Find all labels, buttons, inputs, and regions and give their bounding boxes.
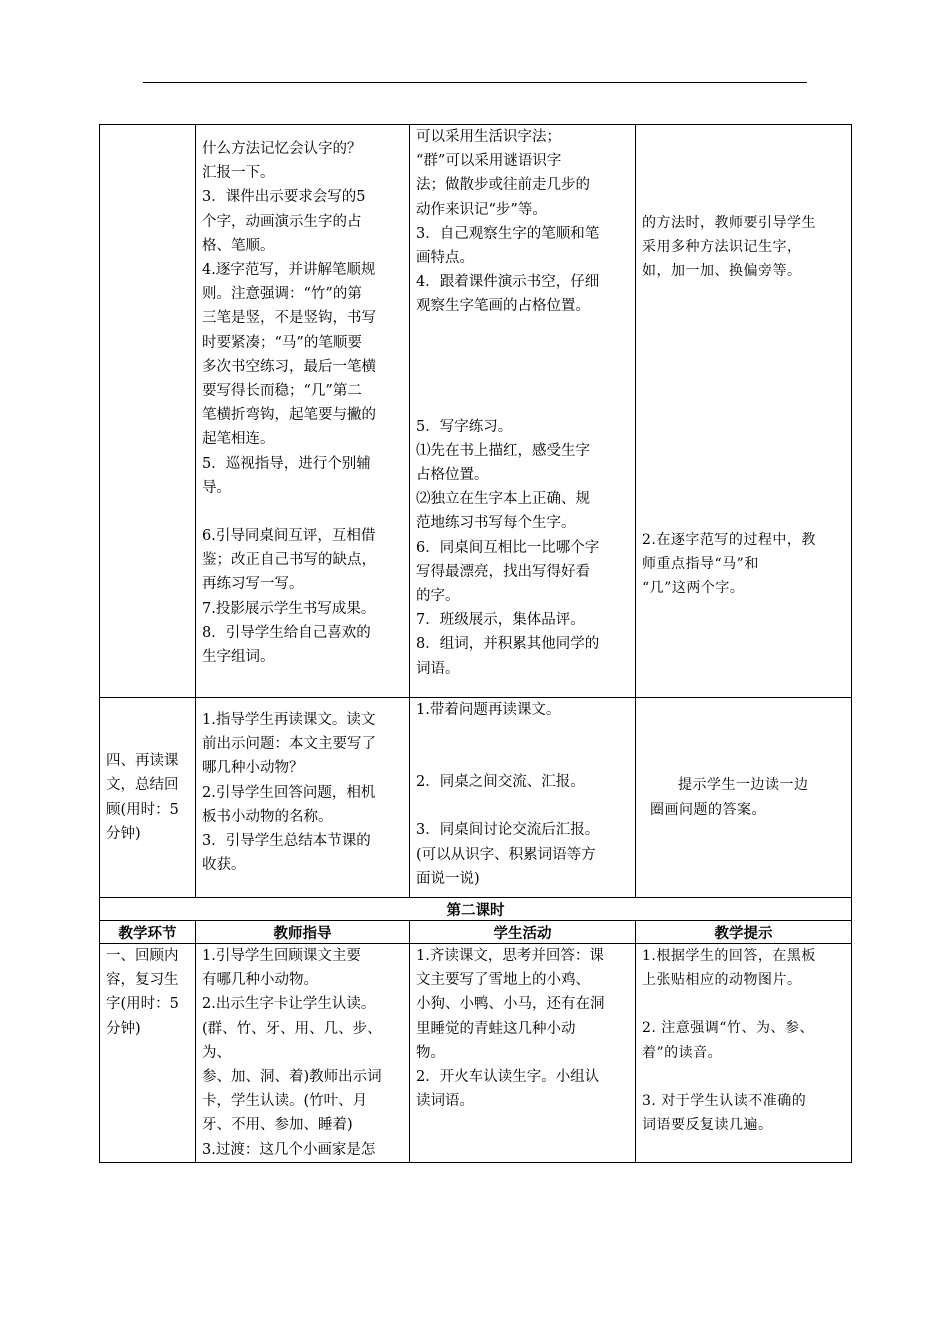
- text-line: 物。: [416, 1044, 445, 1061]
- text-line: (可以从识字、积累词语等方: [416, 846, 596, 863]
- text-line: 时要紧凑；“马”的笔顺要: [202, 334, 362, 351]
- text-line: 词语。: [416, 660, 460, 677]
- text-line: 分钟): [106, 1020, 141, 1037]
- text-line: 动作来识记“步”等。: [416, 201, 547, 218]
- text-line: 2．同桌之间交流、汇报。: [416, 774, 585, 791]
- header-stage: 教学环节: [100, 921, 196, 944]
- text-line: 1.带着问题再读课文。: [416, 702, 561, 718]
- text-line: 小狗、小鸭、小马，还有在洞: [416, 996, 605, 1013]
- teacher-guidance-cell: [196, 698, 410, 898]
- text-line: 则。注意强调：“竹”的第: [202, 286, 362, 303]
- header-student: 学生活动: [410, 921, 636, 944]
- text-line: 牙、不用、参加、睡着): [202, 1117, 353, 1134]
- text-line: 3．课件出示要求会写的5: [202, 189, 366, 206]
- text-line: 收获。: [202, 857, 246, 874]
- text-line: 占格位置。: [416, 467, 489, 484]
- text-line: 2. 注意强调“竹、为、参、: [642, 1020, 814, 1037]
- header-rule: [143, 82, 807, 83]
- teaching-tip-cell: [636, 125, 852, 698]
- text-line: 4．跟着课件演示书空，仔细: [416, 274, 600, 291]
- text-line: 提示学生一边读一边: [678, 777, 809, 794]
- text-line: 板书小动物的名称。: [202, 808, 333, 825]
- text-line: 2．开火车认读生字。小组认: [416, 1069, 600, 1086]
- text-line: 什么方法记忆会认字的？: [202, 141, 362, 157]
- text-line: 3．自己观察生字的笔顺和笔: [416, 225, 600, 242]
- text-line: 1.引导学生回顾课文主要: [202, 948, 361, 964]
- text-line: 师重点指导“马”和: [642, 555, 759, 572]
- text-line: 3．引导学生总结本节课的: [202, 833, 371, 850]
- text-line: 着”的读音。: [642, 1044, 723, 1061]
- teaching-tip-cell: [636, 698, 852, 898]
- text-line: 文主要写了雪地上的小鸡、: [416, 972, 590, 989]
- text-line: 5．写字练习。: [416, 418, 513, 435]
- row-writing-practice: [100, 125, 852, 698]
- text-line: 文，总结回: [106, 777, 179, 794]
- text-line: 6．同桌间互相比一比哪个字: [416, 539, 600, 556]
- text-line: 8．组词，并积累其他同学的: [416, 636, 600, 653]
- student-activity-cell: [410, 944, 636, 1163]
- teaching-tip-cell: [636, 944, 852, 1163]
- teacher-guidance-cell: [196, 125, 410, 698]
- text-line: 三笔是竖，不是竖钩，书写: [202, 310, 376, 327]
- text-line: 再练习写一写。: [202, 576, 304, 593]
- text-line: 要写得长而稳；“几”第二: [202, 383, 362, 400]
- text-line: 7.投影展示学生书写成果。: [202, 600, 376, 617]
- text-line: 1.根据学生的回答，在黑板: [642, 948, 816, 964]
- text-line: 生字组词。: [202, 649, 275, 666]
- text-line: 3．同桌间讨论交流后汇报。: [416, 822, 600, 839]
- text-line: 哪几种小动物？: [202, 760, 304, 777]
- text-line: 2.出示生字卡让学生认读。: [202, 996, 376, 1013]
- text-line: 卡，学生认读。(竹叶、月: [202, 1093, 368, 1110]
- text-line: 面说一说): [416, 870, 480, 887]
- text-line: 有哪几种小动物。: [202, 972, 318, 989]
- text-line: 画特点。: [416, 250, 474, 267]
- text-line: 6.引导同桌间互评，互相借: [202, 528, 376, 545]
- text-line: 参、加、洞、着)教师出示词: [202, 1069, 382, 1086]
- text-line: 法；做散步或往前走几步的: [416, 177, 590, 194]
- text-line: 个字，动画演示生字的占: [202, 213, 362, 230]
- text-line: 范地练习书写每个生字。: [416, 515, 576, 532]
- text-line: 可以采用生活识字法；: [416, 129, 561, 145]
- text-line: 汇报一下。: [202, 165, 275, 182]
- text-line: 2.在逐字范写的过程中，教: [642, 531, 816, 548]
- header-tip: 教学提示: [636, 921, 852, 944]
- text-line: 一、回顾内: [106, 948, 179, 964]
- lesson-plan-table: [99, 124, 852, 1163]
- text-line: 里睡觉的青蛙这几种小动: [416, 1020, 576, 1037]
- row-review-content: [100, 944, 852, 1163]
- text-line: 观察生字笔画的占格位置。: [416, 298, 590, 315]
- text-line: 写得最漂亮，找出写得好看: [416, 563, 590, 580]
- text-line: ⑵独立在生字本上正确、规: [416, 491, 590, 508]
- text-line: 2.引导学生回答问题，相机: [202, 784, 376, 801]
- text-line: (群、竹、牙、用、几、步、为、: [202, 1020, 382, 1061]
- stage-cell: [100, 698, 196, 898]
- text-line: 导。: [202, 479, 231, 496]
- stage-cell-empty: [100, 125, 196, 698]
- stage-cell: [100, 944, 196, 1163]
- text-line: 读词语。: [416, 1093, 474, 1110]
- text-line: 起笔相连。: [202, 431, 275, 448]
- text-line: 的方法时，教师要引导学生: [642, 215, 816, 231]
- text-line: 的字。: [416, 588, 460, 605]
- text-line: 分钟): [106, 825, 141, 842]
- student-activity-cell: [410, 125, 636, 698]
- text-line: 前出示问题：本文主要写了: [202, 736, 376, 753]
- text-line: 字(用时：5: [106, 996, 179, 1013]
- row-reread-review: [100, 698, 852, 898]
- text-line: ⑴先在书上描红，感受生字: [416, 442, 590, 459]
- text-line: 圈画问题的答案。: [650, 801, 766, 818]
- text-line: 鉴；改正自己书写的缺点，: [202, 552, 376, 569]
- text-line: 7．班级展示，集体品评。: [416, 612, 585, 629]
- text-line: 1.指导学生再读课文。读文: [202, 712, 376, 728]
- session-title: 第二课时: [100, 898, 852, 921]
- header-teacher: 教师指导: [196, 921, 410, 944]
- text-line: “群”可以采用谜语识字: [416, 153, 562, 170]
- text-line: 3.过渡：这几个小画家是怎: [202, 1141, 376, 1158]
- text-line: 多次书空练习，最后一笔横: [202, 358, 376, 375]
- student-activity-cell: [410, 698, 636, 898]
- text-line: 4.逐字范写，并讲解笔顺规: [202, 262, 376, 279]
- text-line: 笔横折弯钩，起笔要与撇的: [202, 407, 376, 424]
- teacher-guidance-cell: [196, 944, 410, 1163]
- header-row: [100, 921, 852, 944]
- text-line: 词语要反复读几遍。: [642, 1117, 773, 1134]
- text-line: 如，加一加、换偏旁等。: [642, 263, 802, 280]
- text-line: 顾(用时：5: [106, 801, 179, 818]
- text-line: 上张贴相应的动物图片。: [642, 972, 802, 989]
- text-line: 四、再读课: [106, 753, 179, 770]
- text-line: 3. 对于学生认读不准确的: [642, 1092, 807, 1109]
- text-line: “几”这两个字。: [642, 580, 745, 597]
- text-line: 采用多种方法识记生字，: [642, 239, 802, 256]
- text-line: 8．引导学生给自己喜欢的: [202, 624, 371, 641]
- text-line: 格、笔顺。: [202, 237, 275, 254]
- session-title-row: [100, 898, 852, 921]
- text-line: 5．巡视指导，进行个别辅: [202, 455, 371, 472]
- text-line: 1.齐读课文，思考并回答：课: [416, 948, 604, 964]
- text-line: 容，复习生: [106, 972, 179, 989]
